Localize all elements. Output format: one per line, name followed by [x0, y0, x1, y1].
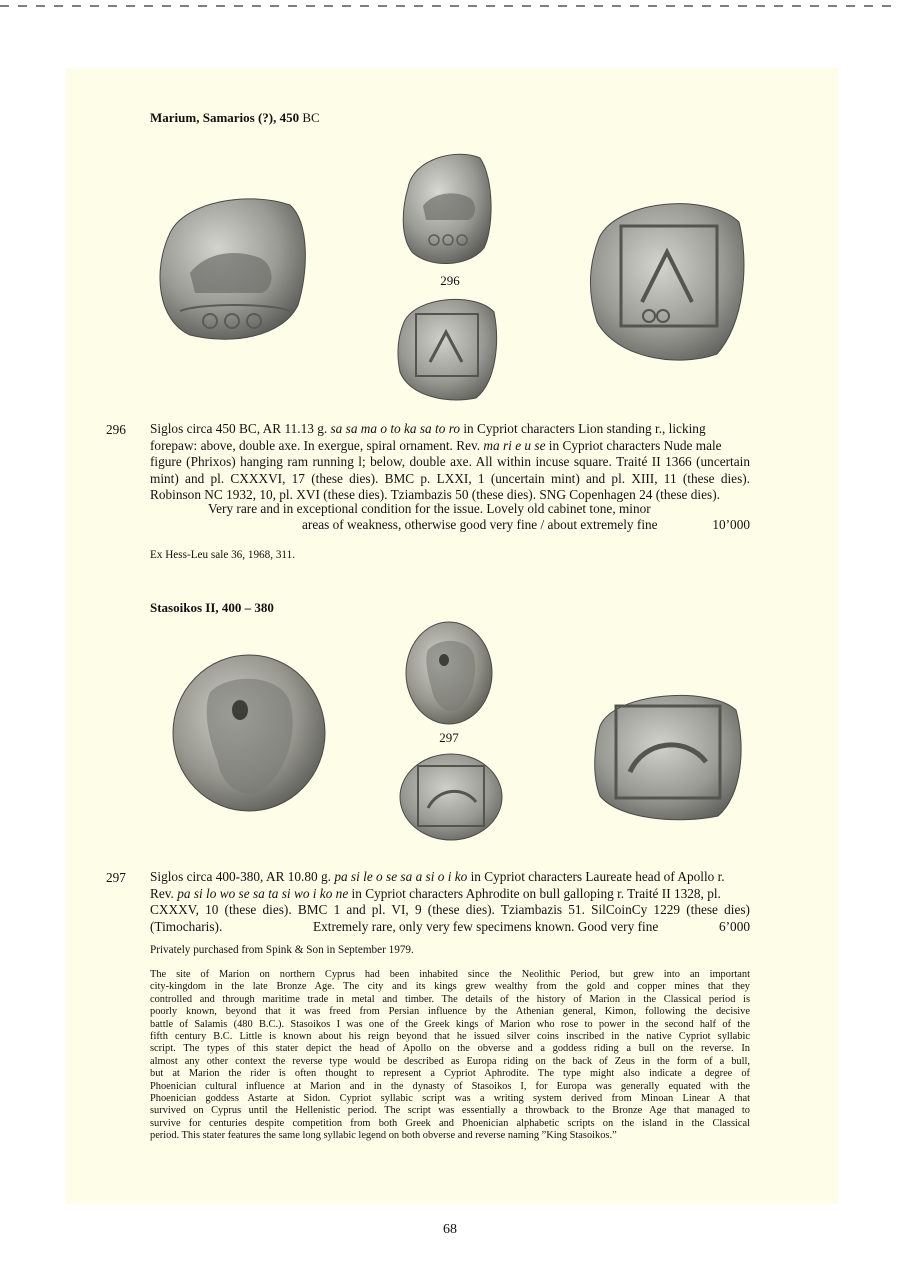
historical-note	[150, 969, 750, 1143]
lot-number-297: 297	[106, 870, 126, 885]
lot-297-line-3: CXXXV, 10 (these dies). BMC 1 and pl. VI, 9 (these dies). Tziambazis 51. SilCoinCy 1229 (these dies)	[150, 902, 750, 918]
note-line: poorly known, beyond that it was freed from Persian influence by the Athenian general, Kimon, following the decisive	[150, 1006, 750, 1018]
lot-296-grade-2: areas of weakness, otherwise good very fine / about extremely fine	[302, 517, 658, 532]
note-line: battle of Salamis (480 B.C.). Stasoikos I was one of the Greek kings of Marion who rose to power in the second half of the	[150, 1018, 750, 1030]
coin-297-reverse	[398, 752, 504, 842]
legend-reverse: pa si lo wo se sa ta si wo i ko ne	[177, 885, 349, 901]
lot-297-price: 6’000	[718, 919, 750, 934]
lot-296-line-4: mint) and pl. CXXXVI, 17 (these dies). BMC p. LXXI, 1 (uncertain mint) and pl. XIII, 11 (these dies).	[150, 470, 750, 486]
coin-296-reverse-enlarged	[587, 192, 749, 366]
legend-reverse: ma ri e u se	[483, 437, 546, 453]
lot-296-price: 10’000	[712, 517, 750, 532]
text: in Cypriot characters Lion standing r., licking	[460, 421, 706, 436]
heading-suffix: BC	[299, 110, 320, 125]
lot-296-description	[150, 421, 750, 504]
dashed-top-border	[0, 0, 900, 12]
page-number: 68	[443, 1222, 457, 1237]
note-line: Phoenician goddess Astarte at Sidon. Cypriot syllabic script was a writing system derived from Minoan Linear A that	[150, 1093, 750, 1105]
coin-label-296: 296	[440, 273, 460, 288]
text: in Cypriot characters Laureate head of Apollo r.	[467, 869, 725, 884]
lot-297-description	[150, 869, 750, 919]
coin-297-obverse-enlarged	[170, 652, 328, 814]
coin-296-obverse	[398, 148, 494, 268]
lot-number-296: 296	[106, 422, 126, 437]
lot-296-line-2	[150, 438, 750, 455]
text: in Cypriot characters Nude male	[545, 437, 722, 453]
note-line: fifth century B.C. Little is known about his reign beyond that he issued silver coins inscribed in the native Cypriot syllabic	[150, 1031, 750, 1043]
lot-296-line-1	[150, 421, 750, 438]
note-line: period. This stater features the same long syllabic legend on both obverse and reverse naming ”King Stasoikos.”	[150, 1130, 617, 1142]
note-line: script. The types of this stater depict the head of Apollo on the obverse and a goddess riding a bull on the reverse. In	[150, 1043, 750, 1055]
coin-label-297: 297	[439, 730, 459, 745]
coin-296-obverse-enlarged	[150, 193, 310, 345]
heading-title: Marium, Samarios (?), 450	[150, 110, 300, 125]
text: Siglos circa 400-380, AR 10.80 g.	[150, 869, 335, 884]
coin-297-reverse-enlarged	[590, 686, 746, 822]
note-line: survived on Cyprus until the Hellenistic period. The script was essentially a throwback to the Bronze Age that managed to	[150, 1105, 750, 1117]
note-line: almost any other context the reverse type would be described as Europa riding on the back of Zeus in the form of a bull,	[150, 1055, 750, 1067]
section-heading-marium	[150, 110, 320, 126]
note-line: survive for centuries despite competition from both Greek and Phoenician alphabetic scripts on the island in the Classical	[150, 1117, 750, 1129]
text: in Cypriot characters Aphrodite on bull galloping r. Traité II 1328, pl.	[348, 885, 721, 901]
coin-296-reverse	[396, 292, 500, 404]
note-line: Phoenician cultural influence at Marion and in the dynasty of Stasoikos I, for Europa was generally equated with the	[150, 1080, 750, 1092]
note-line: The site of Marion on northern Cyprus had been inhabited since the Neolithic Period, but grew into an important	[150, 969, 750, 980]
lot-296-provenance: Ex Hess-Leu sale 36, 1968, 311.	[150, 549, 295, 561]
lot-297-line-4a: (Timocharis).	[150, 919, 223, 934]
legend-obverse: pa si le o se sa a si o i ko	[334, 869, 468, 884]
lot-297-line-1	[150, 869, 750, 886]
section-heading-stasoikos: Stasoikos II, 400 – 380	[150, 600, 274, 615]
text: Siglos circa 450 BC, AR 11.13 g.	[150, 421, 331, 436]
note-line: but at Marion the rider is often thought to represent a Cypriot Aphrodite. The type might also indicate a degree of	[150, 1068, 750, 1080]
lot-296-line-3: figure (Phrixos) hanging ram running l; below, double axe. All within incuse square. Traité II 1366 (uncertain	[150, 454, 750, 470]
text: Rev.	[150, 885, 178, 901]
note-line: controlled and through maritime trade in metal and timber. The details of the history of Marion in the Classical period is	[150, 993, 750, 1005]
text: forepaw: above, double axe. In exergue, spiral ornament. Rev.	[150, 437, 484, 453]
coin-297-obverse	[404, 620, 494, 726]
lot-296-grade-1: Very rare and in exceptional condition for the issue. Lovely old cabinet tone, minor	[208, 501, 651, 516]
lot-296-line-5: Robinson NC 1932, 10, pl. XVI (these dies). Tziambazis 50 (these dies). SNG Copenhagen 24 (these dies).	[150, 487, 720, 503]
legend-obverse: sa sa ma o to ka sa to ro	[330, 421, 461, 436]
lot-297-grade: Extremely rare, only very few specimens known. Good very fine	[313, 919, 659, 934]
lot-297-provenance: Privately purchased from Spink & Son in September 1979.	[150, 944, 414, 956]
lot-297-line-2	[150, 886, 750, 903]
note-line: city-kingdom in the late Bronze Age. The city and its kings grew wealthy from the gold and copper mines that they	[150, 981, 750, 993]
